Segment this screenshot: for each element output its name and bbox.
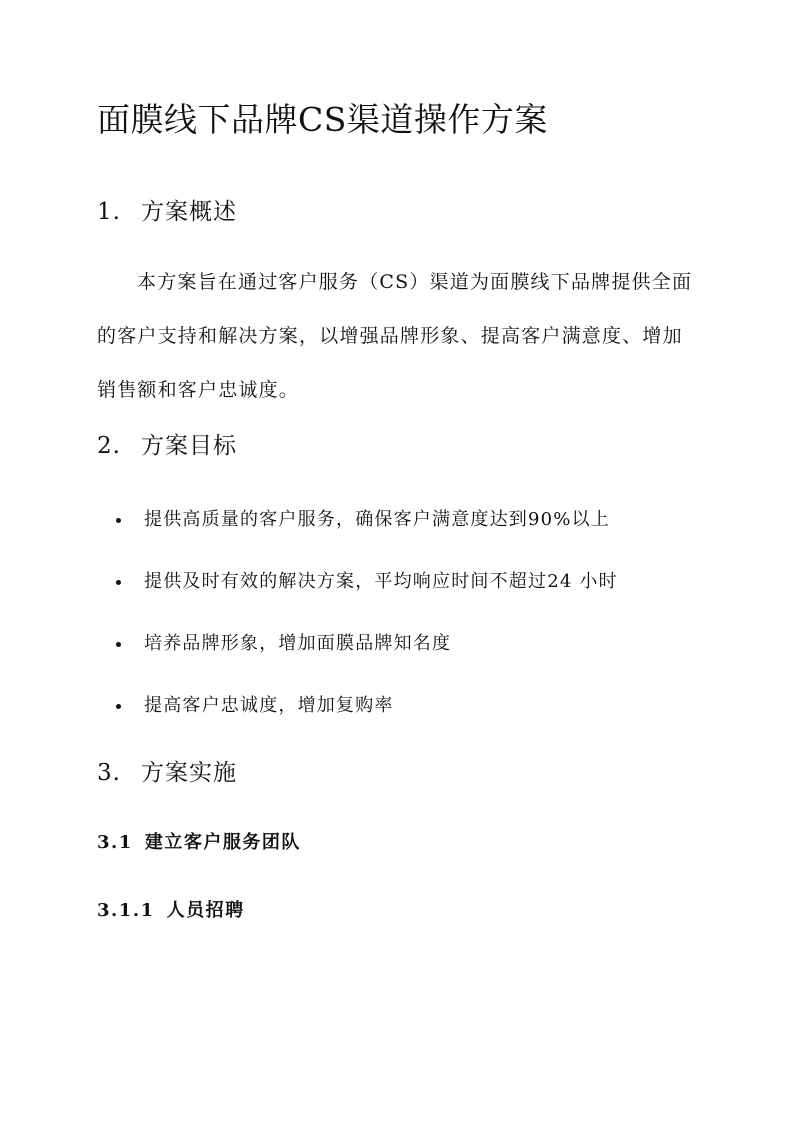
section-title: 方案实施	[141, 760, 237, 786]
list-item-text: 提供高质量的客户服务，确保客户满意度达到90%以上	[144, 509, 611, 530]
bullet-icon	[116, 704, 121, 709]
bullet-icon	[116, 642, 121, 647]
section-number: 3.	[97, 760, 121, 786]
section-heading-overview	[97, 197, 237, 227]
section-number: 2.	[97, 433, 121, 459]
bullet-icon	[116, 518, 121, 523]
paragraph-line: 的客户支持和解决方案，以增强品牌形象、提高客户满意度、增加	[97, 325, 683, 347]
list-item-text: 提供及时有效的解决方案，平均响应时间不超过24 小时	[144, 571, 618, 592]
list-item-text: 提高客户忠诚度，增加复购率	[144, 695, 394, 716]
subsection-heading-team	[97, 831, 301, 855]
subsection-title: 建立客户服务团队	[144, 832, 301, 853]
subsection-title: 人员招聘	[166, 900, 245, 921]
section-heading-implementation	[97, 758, 237, 788]
subsection-number: 3.1	[97, 832, 133, 853]
section-title: 方案概述	[141, 199, 237, 225]
paragraph-line: 销售额和客户忠诚度。	[97, 379, 300, 401]
section-number: 1.	[97, 199, 121, 225]
document-title: 面膜线下品牌CS渠道操作方案	[97, 100, 548, 139]
section-heading-goals	[97, 431, 237, 461]
overview-paragraph	[97, 270, 717, 432]
list-item-text: 培养品牌形象，增加面膜品牌知名度	[144, 633, 452, 654]
bullet-icon	[116, 580, 121, 585]
paragraph-line: 本方案旨在通过客户服务（CS）渠道为面膜线下品牌提供全面	[137, 271, 693, 293]
section-title: 方案目标	[141, 433, 237, 459]
subsection-heading-recruitment	[97, 899, 245, 923]
subsection-number: 3.1.1	[97, 900, 155, 921]
